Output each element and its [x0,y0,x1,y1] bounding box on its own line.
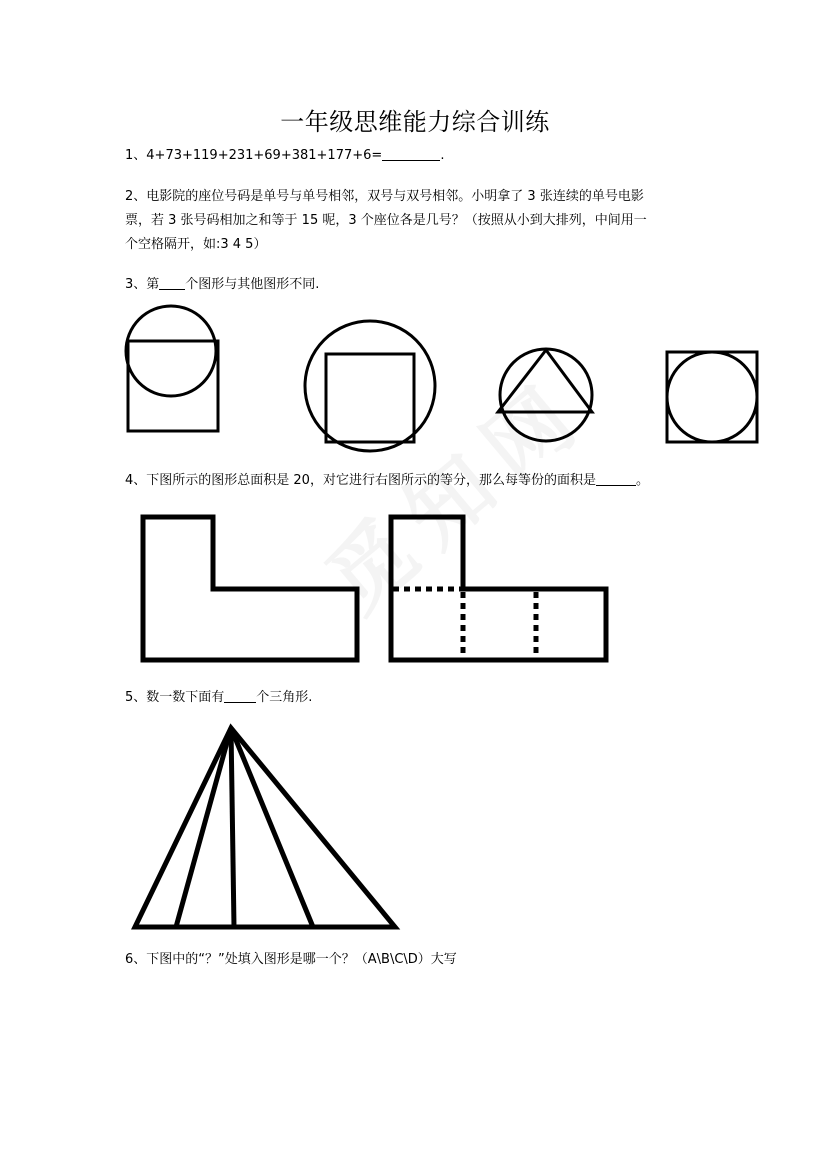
q3-figure-2 [305,321,435,451]
question-text-end: 个三角形. [256,690,313,705]
question-number: 4、 [125,473,147,488]
question-number: 1、 [125,148,147,163]
question-text-end: 。 [635,473,649,488]
question-text-line3: 个空格隔开，如:3 4 5） [125,237,267,252]
question-text: 4+73+119+231+69+381+177+6= [146,148,383,163]
question-text-line1: 电影院的座位号码是单号与单号相邻，双号与双号相邻。小明拿了 3 张连续的单号电影 [146,189,644,204]
question-number: 6、 [125,952,147,967]
q4-l-shape [143,517,357,660]
question-text-end: . [440,148,445,163]
question-text: 第 [146,277,160,292]
question-text: 下图所示的图形总面积是 20，对它进行右图所示的等分，那么每等份的面积是 [146,473,596,488]
question-text: 下图中的“？”处填入图形是哪一个？（A\B\C\D）大写 [146,952,457,967]
question-text-end: 个图形与其他图形不同. [185,277,320,292]
q4-l-shape-divided [391,517,606,660]
question-number: 2、 [125,189,147,204]
question-text-line2: 票，若 3 张号码相加之和等于 15 呢，3 个座位各是几号？（按照从小到大排列，中间用一 [125,213,647,228]
page-title: 一年级思维能力综合训练 [280,108,550,136]
q5-triangle-figure [135,728,395,927]
question-text: 数一数下面有 [146,690,225,705]
question-number: 5、 [125,690,147,705]
q3-figure-1 [126,306,218,431]
question-number: 3、 [125,277,147,292]
q3-figure-4 [667,352,757,442]
q3-figure-3 [498,349,592,441]
